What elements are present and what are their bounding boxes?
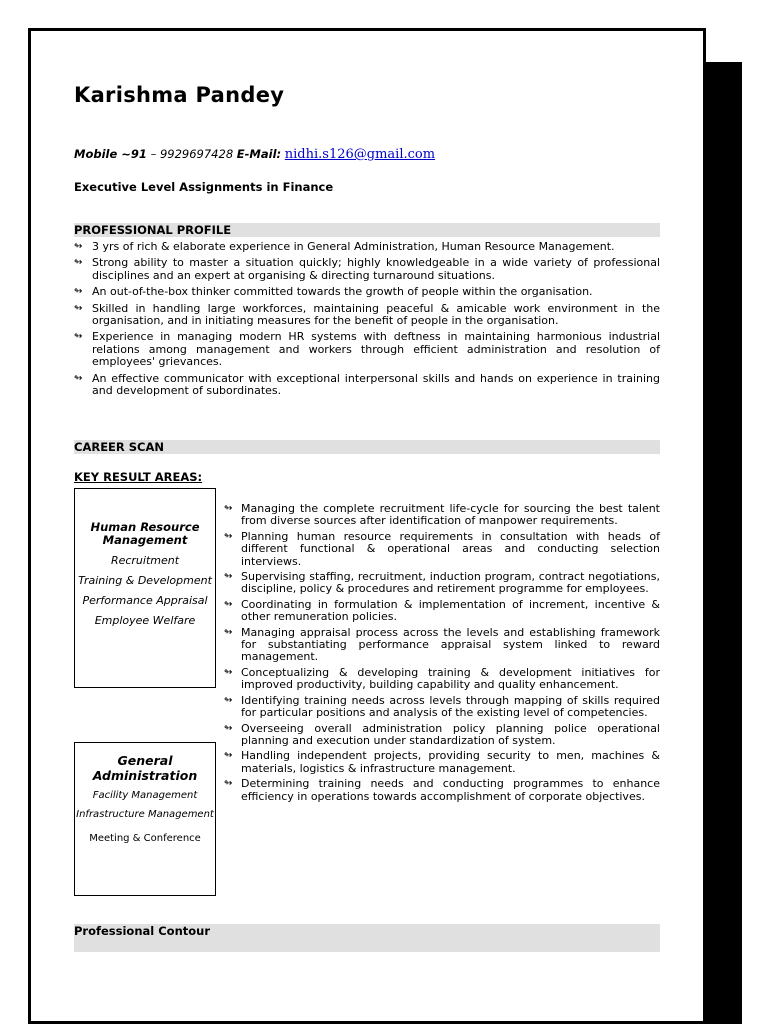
section-career-scan: CAREER SCAN [74,440,660,454]
list-item-text: Managing appraisal process across the levels and establishing framework for substantiating performance appraisal system linked to reward management. [241,625,660,664]
hr-item: Employee Welfare [94,614,196,627]
list-item [224,531,660,568]
contact-line [74,147,435,162]
section-professional-contour: Professional Contour [74,924,660,952]
list-item [74,331,660,368]
list-item-text: Conceptualizing & developing training & development initiatives for improved productivity, building capability and quality enhancement. [241,665,660,692]
mobile-label: Mobile ~91 [74,147,147,161]
hr-item: Training & Development [78,574,212,587]
list-item-text: Coordinating in formulation & implementation of increment, incentive & other remuneration policies. [241,597,660,624]
key-result-areas-title: KEY RESULT AREAS: [74,470,203,484]
list-item-text: An effective communicator with exceptional interpersonal skills and hands on experience in training and development of subordinates. [92,371,660,398]
bullet-arrow-icon: ↬ [74,331,83,343]
bullet-arrow-icon: ↬ [224,750,233,762]
bullet-arrow-icon: ↬ [224,598,233,610]
bullet-arrow-icon: ↬ [74,241,83,252]
bullet-arrow-icon: ↬ [224,694,233,706]
bullet-arrow-icon: ↬ [224,722,233,734]
bullet-arrow-icon: ↬ [224,571,233,583]
admin-item: Infrastructure Management [76,809,214,820]
list-item [224,627,660,664]
hr-item: Performance Appraisal [82,594,208,607]
list-item [224,723,660,748]
list-item [224,599,660,624]
email-label: E-Mail: [236,147,282,161]
hr-item: Recruitment [110,554,180,567]
list-item-text: 3 yrs of rich & elaborate experience in General Administration, Human Resource Management. [92,240,615,253]
list-item-text: Handling independent projects, providing security to men, machines & materials, logistics & infrastructure management. [241,749,660,775]
bullet-arrow-icon: ↬ [74,257,83,269]
hr-box [74,488,216,688]
list-item-text: Overseeing overall administration policy planning police operational planning and execution under standardization of system. [241,721,660,747]
admin-box-heading: General Administration [92,753,198,783]
list-item [224,695,660,720]
bullet-arrow-icon: ↬ [224,503,233,514]
list-item [224,667,660,692]
bullet-arrow-icon: ↬ [74,302,83,314]
mobile-number: – 9929697428 [150,147,234,161]
list-item [74,373,660,398]
profile-list [74,241,660,401]
bullet-arrow-icon: ↬ [224,626,233,638]
list-item [224,503,660,528]
page-shadow [705,62,742,1024]
list-item-text: Identifying training needs across levels through mapping of skills required for particular positions and analysis of the existing level of competencies. [241,693,660,720]
bullet-arrow-icon: ↬ [224,778,233,790]
list-item [74,286,660,298]
admin-item: Facility Management [92,790,198,801]
list-item-text: Strong ability to master a situation quickly; highly knowledgeable in a wide variety of professional disciplines and an expert at organising & directing turnaround situations. [92,256,660,282]
list-item [224,571,660,596]
bullet-arrow-icon: ↬ [224,666,233,678]
list-item [224,750,660,775]
list-item [224,778,660,803]
list-item-text: Supervising staffing, recruitment, induction program, contract negotiations, discipline, policy & procedures and retirement programme for employees. [241,570,660,596]
list-item [74,257,660,282]
list-item-text: Managing the complete recruitment life-cycle for sourcing the best talent from diverse sources after identification of manpower requirements. [241,502,660,528]
tagline: Executive Level Assignments in Finance [74,180,334,194]
list-item [74,303,660,328]
kra-list [224,503,660,806]
list-item-text: Planning human resource requirements in consultation with heads of different functional & operational areas and conducting selection interviews. [241,529,660,568]
admin-box [74,742,216,896]
list-item [74,241,660,253]
bullet-arrow-icon: ↬ [224,530,233,542]
list-item-text: Determining training needs and conducting programmes to enhance efficiency in operations towards accomplishment of corporate objectives. [241,777,660,803]
section-professional-profile: PROFESSIONAL PROFILE [74,223,660,237]
admin-item-extra: Meeting & Conference [89,833,201,844]
bullet-arrow-icon: ↬ [74,286,83,298]
email-link[interactable]: nidhi.s126@gmail.com [284,147,436,162]
bullet-arrow-icon: ↬ [74,372,83,384]
list-item-text: Experience in managing modern HR systems with deftness in maintaining harmonious industrial relations among management and workers through efficient administration and resolution of employees' grievances. [92,330,660,369]
hr-box-heading: Human Resource Management [90,520,200,547]
list-item-text: An out-of-the-box thinker committed towards the growth of people within the organisation. [92,285,593,299]
list-item-text: Skilled in handling large workforces, maintaining peaceful & amicable work environment in the organisation, and in initiating measures for the benefit of people in the organisation. [92,301,660,328]
candidate-name: Karishma Pandey [74,83,285,107]
